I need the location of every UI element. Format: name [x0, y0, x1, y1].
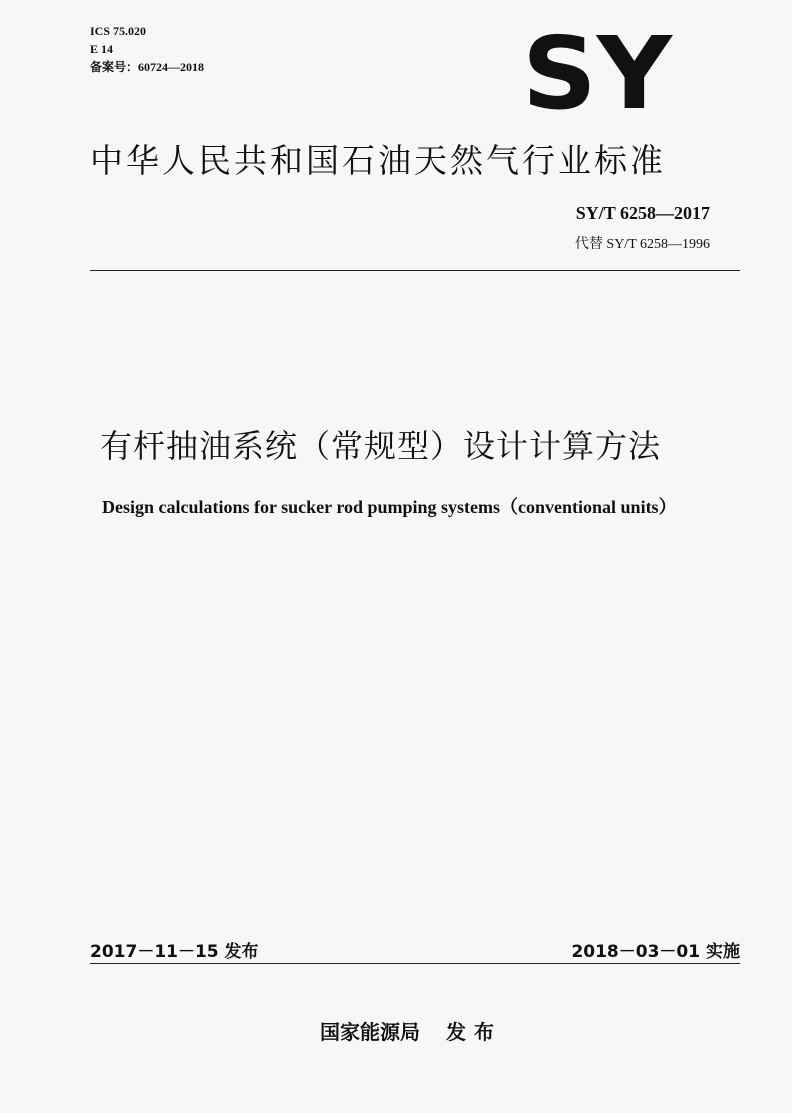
replaces-standard: 代替 SY/T 6258—1996 — [574, 237, 710, 252]
sy-logo — [520, 30, 675, 112]
title-english: Design calculations for sucker rod pumping systems（conventional units） — [102, 497, 677, 517]
issue-date: 2017－11－15 发布 — [90, 942, 259, 962]
implementation-date: 2018－03－01 实施 — [571, 942, 740, 962]
filing-number: 备案号：60724—2018 — [90, 60, 205, 74]
standard-number: SY/T 6258—2017 — [575, 203, 710, 223]
publisher-name: 国家能源局 — [320, 1020, 420, 1044]
publisher-verb: 发布 — [446, 1020, 502, 1044]
top-divider — [90, 270, 740, 271]
publisher — [320, 1016, 502, 1045]
title-chinese: 有杆抽油系统（常规型）设计计算方法 — [100, 427, 662, 465]
logo-text: SY — [522, 30, 674, 112]
organization-title: 中华人民共和国石油天然气行业标准 — [90, 141, 666, 180]
class-code: E 14 — [90, 42, 114, 56]
header-meta — [90, 22, 204, 76]
bottom-divider — [90, 963, 740, 964]
ics-code: ICS 75.020 — [90, 24, 147, 38]
